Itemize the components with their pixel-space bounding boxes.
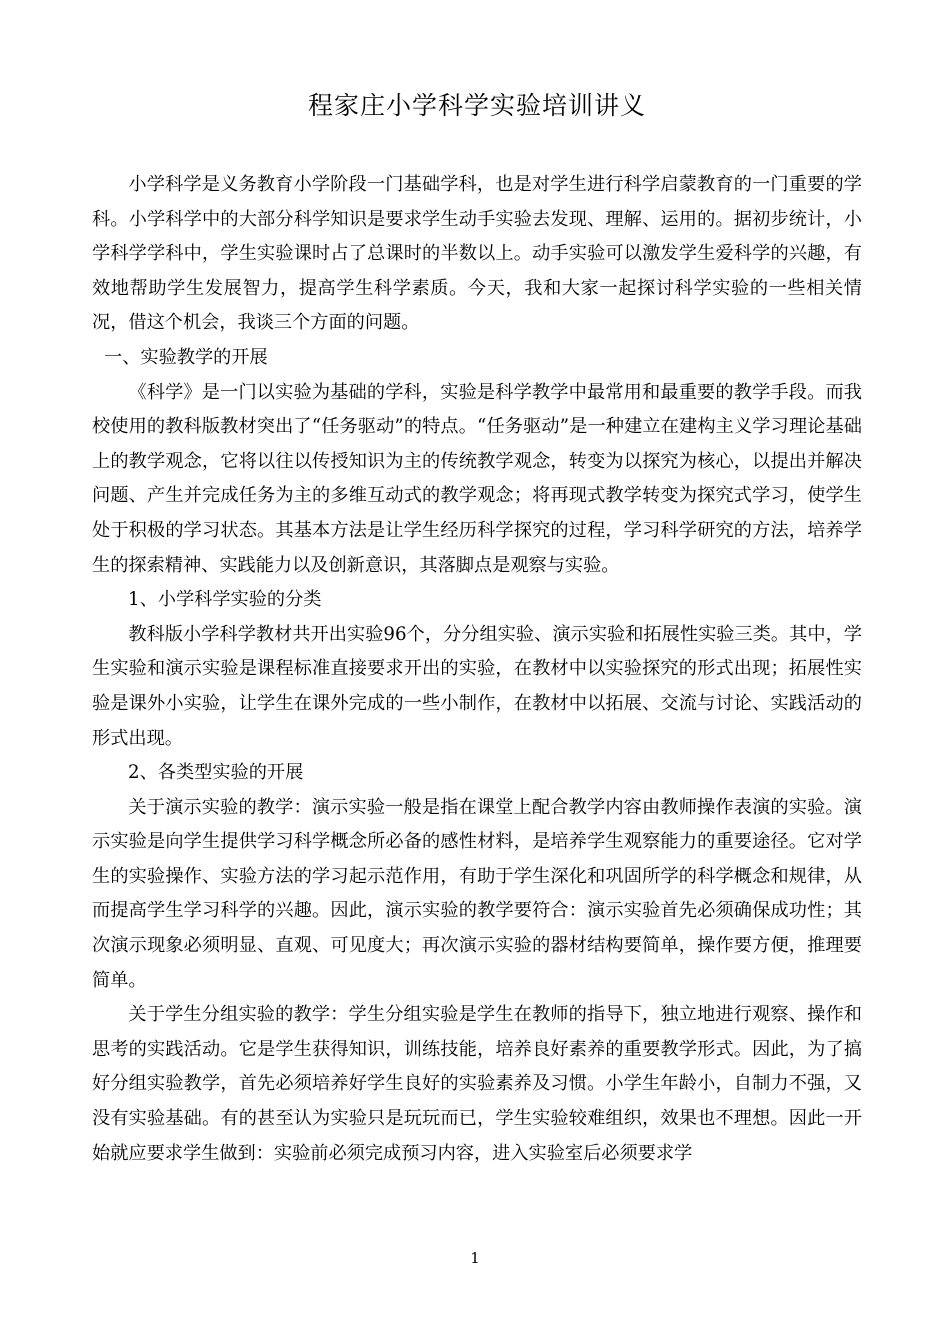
subsection-heading-experiment-types: 2、各类型实验的开展 — [128, 762, 304, 784]
paragraph-science-subject: 《科学》是一门以实验为基础的学科，实验是科学教学中最常用和最重要的教学手段。而我校使用的教科版教材突出了“任务驱动”的特点。“任务驱动”是一种建立在建构主义学习理论基础上的教学观念，它将以往以传授知识为主的传统教学观念，转变为以探究为核心，以提出并解决问题、产生并完成任务为主的多维互动式的教学观念；将再现式教学转变为探究式学习，使学生处于积极的学习状态。其基本方法是让学生经历科学探究的过程，学习科学研究的方法，培养学生的探索精神、实践能力以及创新意识，其落脚点是观察与实验。 — [92, 381, 862, 576]
document-title: 程家庄小学科学实验培训讲义 — [307, 91, 646, 120]
paragraph-group-experiments: 关于学生分组实验的教学：学生分组实验是学生在教师的指导下，独立地进行观察、操作和思考的实践活动。它是学生获得知识，训练技能，培养良好素养的重要教学形式。因此，为了搞好分组实验教学，首先必须培养好学生良好的实验素养及习惯。小学生年龄小，自制力不强，又没有实验基础。有的甚至认为实验只是玩玩而已，学生实验较难组织，效果也不理想。因此一开始就应要求学生做到：实验前必须完成预习内容，进入实验室后必须要求学 — [92, 1004, 862, 1164]
paragraph-classification: 教科版小学科学教材共开出实验96个，分分组实验、演示实验和拓展性实验三类。其中，学生实验和演示实验是课程标准直接要求开出的实验，在教材中以实验探究的形式出现；拓展性实验是课外小实验，让学生在课外完成的一些小制作，在教材中以拓展、交流与讨论、实践活动的形式出现。 — [92, 623, 862, 749]
paragraph-intro: 小学科学是义务教育小学阶段一门基础学科，也是对学生进行科学启蒙教育的一门重要的学科。小学科学中的大部分科学知识是要求学生动手实验去发现、理解、运用的。据初步统计，小学科学学科中，学生实验课时占了总课时的半数以上。动手实验可以激发学生爱科学的兴趣，有效地帮助学生发展智力，提高学生科学素质。今天，我和大家一起探讨科学实验的一些相关情况，借这个机会，我谈三个方面的问题。 — [92, 174, 862, 334]
subsection-heading-classification: 1、小学科学实验的分类 — [128, 589, 322, 611]
section-heading-experiment-teaching: 一、实验教学的开展 — [104, 346, 268, 368]
document-body — [92, 168, 862, 1171]
paragraph-demonstration-experiments: 关于演示实验的教学：演示实验一般是指在课堂上配合教学内容由教师操作表演的实验。演示实验是向学生提供学习科学概念所必备的感性材料，是培养学生观察能力的重要途径。它对学生的实验操作、实验方法的学习起示范作用，有助于学生深化和巩固所学的科学概念和规律，从而提高学生学习科学的兴趣。因此，演示实验的教学要符合：演示实验首先必须确保成功性；其次演示现象必须明显、直观、可见度大；再次演示实验的器材结构要简单，操作要方便，推理要简单。 — [92, 796, 862, 991]
page-number: 1 — [470, 1249, 480, 1267]
